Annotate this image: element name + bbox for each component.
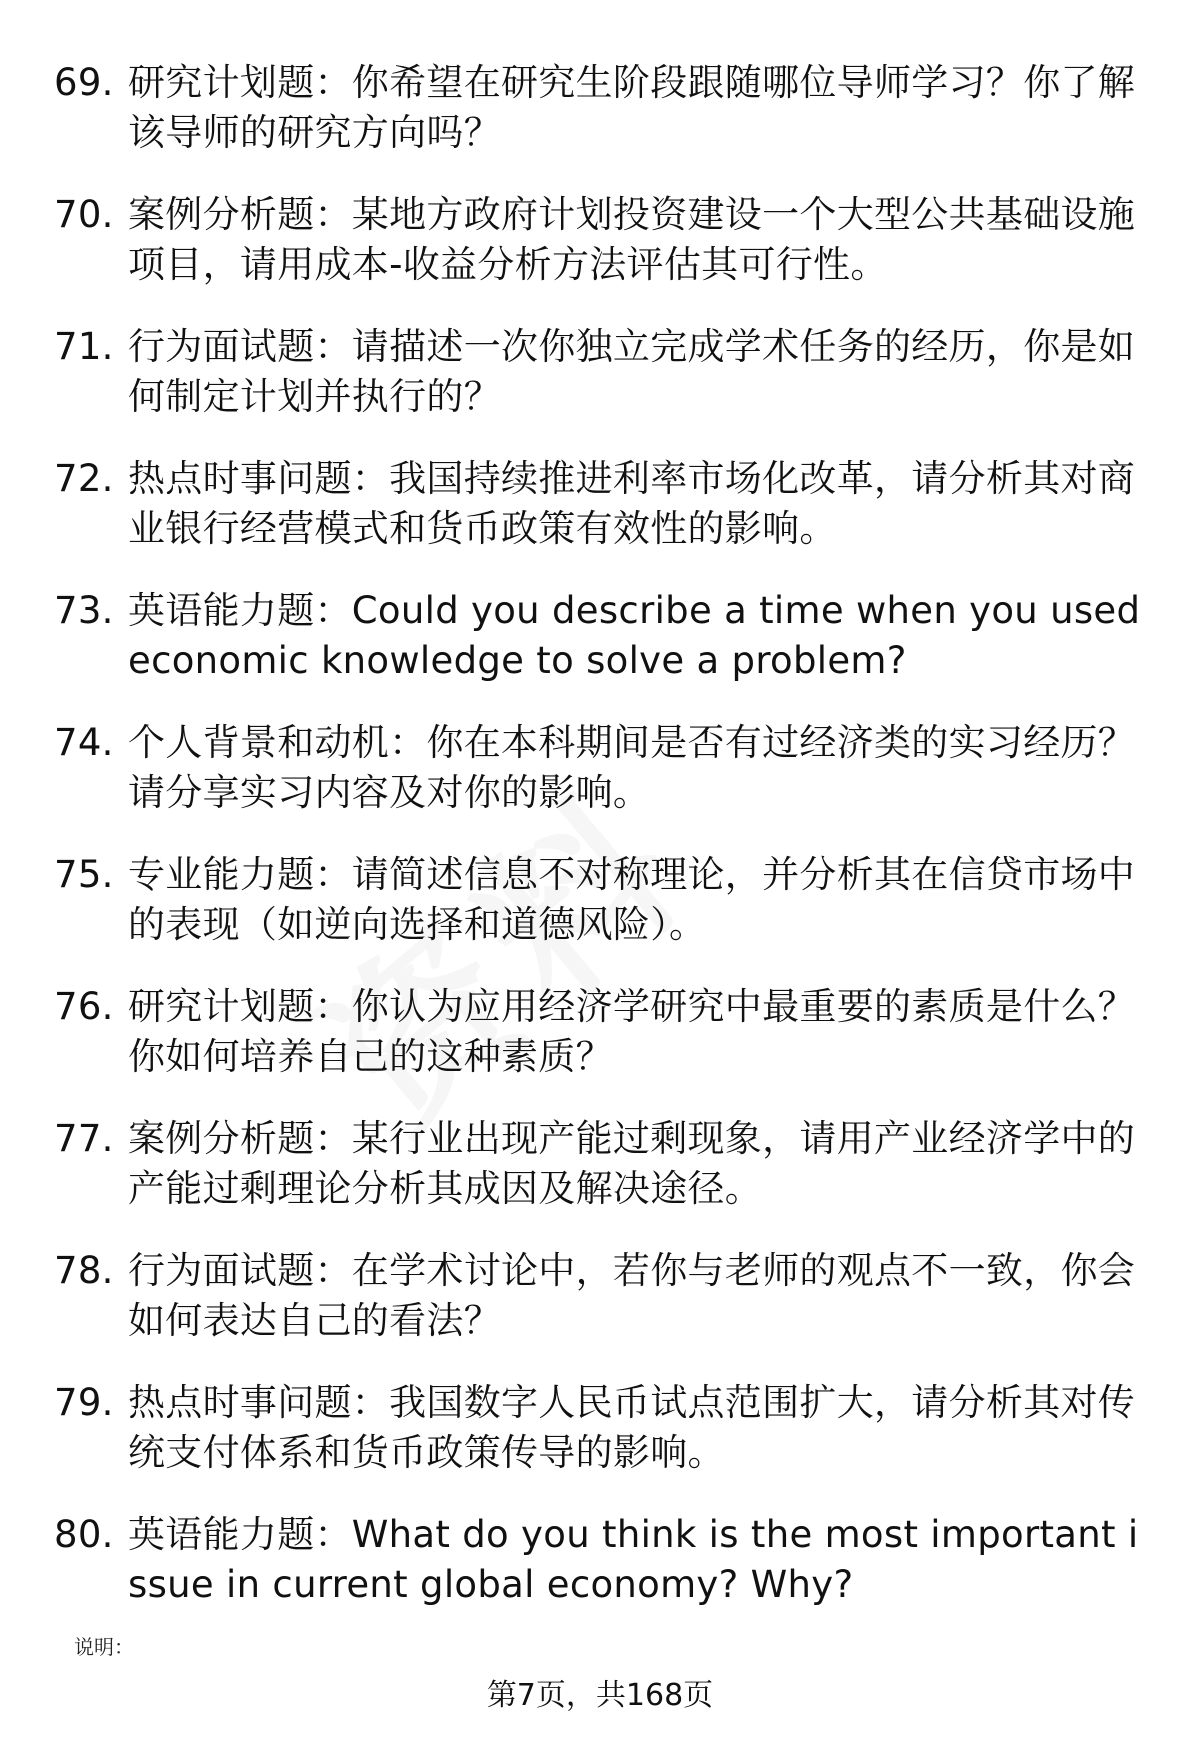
question-list <box>54 58 1144 1642</box>
question-text: 热点时事问题：我国持续推进利率市场化改革，请分析其对商业银行经营模式和货币政策有效性的影响。 <box>128 457 1136 550</box>
question-number: 72. <box>54 457 114 500</box>
question-number: 77. <box>54 1117 114 1160</box>
list-item <box>54 190 1144 290</box>
question-number: 75. <box>54 853 114 896</box>
question-number: 71. <box>54 325 114 368</box>
list-item <box>54 1378 1144 1478</box>
question-number: 78. <box>54 1249 114 1292</box>
question-number: 73. <box>54 589 114 632</box>
list-item <box>54 718 1144 818</box>
list-item <box>54 982 1144 1082</box>
question-text: 研究计划题：你认为应用经济学研究中最重要的素质是什么？你如何培养自己的这种素质？ <box>128 985 1136 1078</box>
question-number: 79. <box>54 1381 114 1424</box>
list-item <box>54 1246 1144 1346</box>
list-item <box>54 1510 1144 1610</box>
question-number: 70. <box>54 193 114 236</box>
page-number-footer: 第7页，共168页 <box>486 1678 714 1713</box>
list-item <box>54 322 1144 422</box>
question-text: 行为面试题：请描述一次你独立完成学术任务的经历，你是如何制定计划并执行的？ <box>128 325 1136 418</box>
question-text: 行为面试题：在学术讨论中，若你与老师的观点不一致，你会如何表达自己的看法？ <box>128 1249 1136 1342</box>
list-item <box>54 58 1144 158</box>
question-number: 74. <box>54 721 114 764</box>
question-text: 专业能力题：请简述信息不对称理论，并分析其在信贷市场中的表现（如逆向选择和道德风险）。 <box>128 853 1136 946</box>
question-text: 个人背景和动机：你在本科期间是否有过经济类的实习经历？请分享实习内容及对你的影响。 <box>128 721 1136 814</box>
list-item <box>54 1114 1144 1214</box>
question-number: 80. <box>54 1513 114 1556</box>
list-item <box>54 850 1144 950</box>
note-label: 说明： <box>74 1635 134 1659</box>
question-text: 案例分析题：某行业出现产能过剩现象，请用产业经济学中的产能过剩理论分析其成因及解决途径。 <box>128 1117 1136 1210</box>
question-text: 英语能力题：Could you describe a time when you used economic knowledge to solve a problem? <box>128 589 1141 682</box>
question-text: 案例分析题：某地方政府计划投资建设一个大型公共基础设施项目，请用成本-收益分析方法评估其可行性。 <box>128 193 1136 286</box>
question-text: 英语能力题：What do you think is the most important issue in current global economy? Why? <box>128 1513 1139 1606</box>
question-text: 热点时事问题：我国数字人民币试点范围扩大，请分析其对传统支付体系和货币政策传导的影响。 <box>128 1381 1136 1474</box>
question-text: 研究计划题：你希望在研究生阶段跟随哪位导师学习？你了解该导师的研究方向吗？ <box>128 61 1136 154</box>
list-item <box>54 586 1144 686</box>
question-number: 76. <box>54 985 114 1028</box>
question-number: 69. <box>54 61 114 104</box>
list-item <box>54 454 1144 554</box>
